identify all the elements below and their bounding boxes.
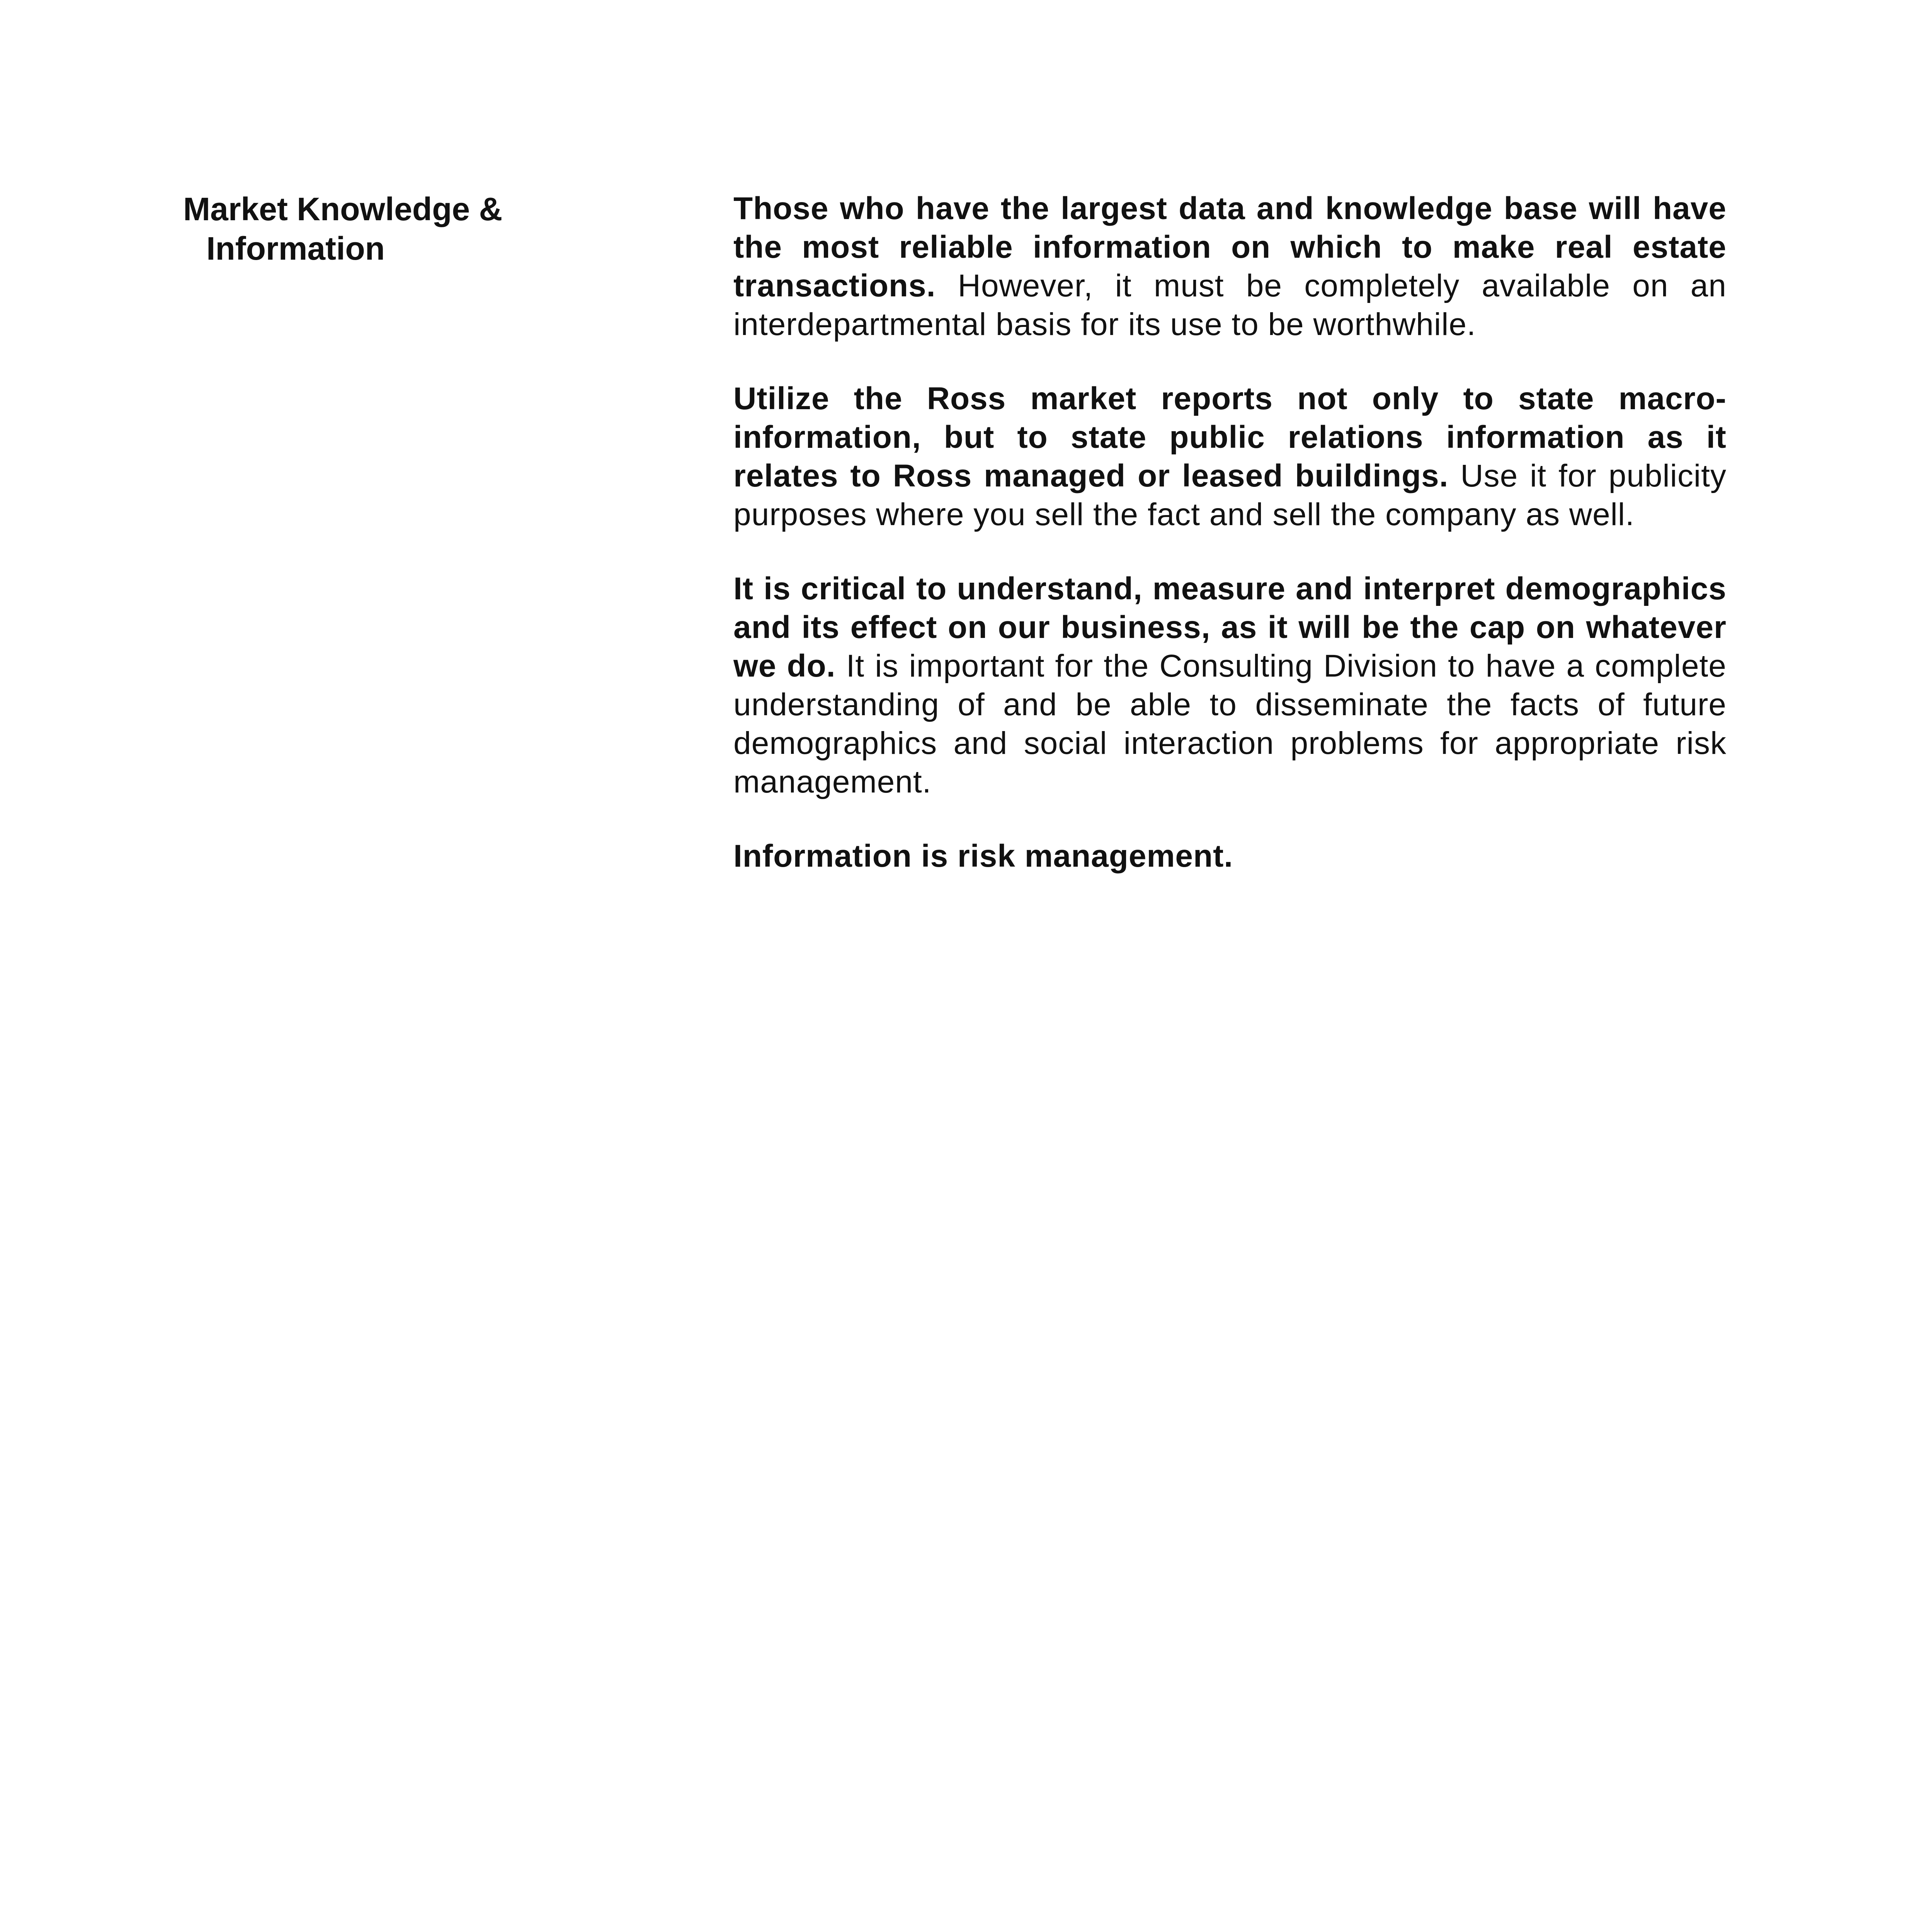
paragraph-3-rest: It is important for the Consulting Division to have a complete understanding of and be able to disseminate the facts of future demographics and social interaction problems for appropriate risk management.	[733, 648, 1727, 799]
section-heading	[183, 189, 628, 268]
paragraph-1-rest: However, it must be completely available on an interdepartmental basis for its use to be worthwhile.	[733, 268, 1727, 342]
paragraph-3	[733, 570, 1727, 801]
paragraph-1-lead: Those who have the largest data and knowledge base will have the most reliable information on which to make real estate transactions.	[733, 191, 1727, 303]
closing-statement: Information is risk management.	[733, 838, 1233, 874]
paragraph-1	[733, 189, 1727, 344]
paragraph-2-lead: Utilize the Ross market reports not only to state macro-information, but to state public relations information as it relates to Ross managed or leased buildings.	[733, 381, 1727, 493]
paragraph-3-lead: It is critical to understand, measure and interpret demographics and its effect on our business, as it will be the cap on whatever we do.	[733, 571, 1727, 684]
body-text	[733, 189, 1727, 911]
paragraph-2-rest: Use it for publicity purposes where you sell the fact and sell the company as well.	[733, 458, 1727, 532]
section-heading-line-2: Information	[206, 230, 385, 267]
section-heading-line-1: Market Knowledge &	[183, 191, 503, 227]
paragraph-2	[733, 379, 1727, 534]
